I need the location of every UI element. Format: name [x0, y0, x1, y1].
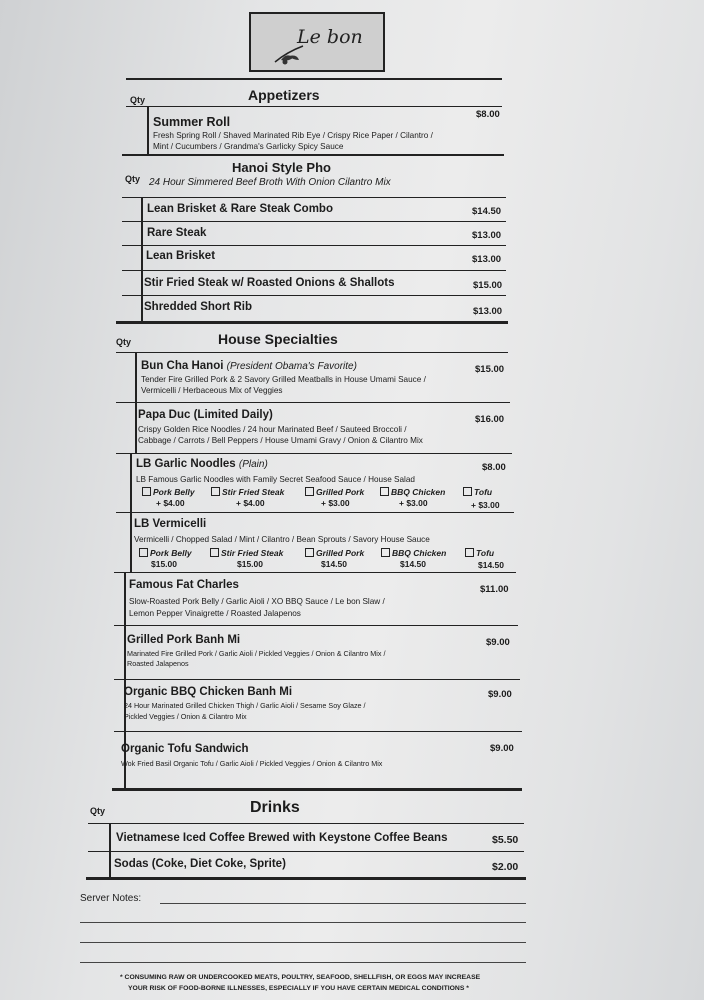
- item-description: LB Famous Garlic Noodles with Family Secret Seafood Sauce / House Salad: [136, 475, 415, 484]
- notes-line[interactable]: [80, 922, 526, 923]
- checkbox-icon[interactable]: [305, 548, 314, 557]
- item-description: Fresh Spring Roll / Shaved Marinated Rib Eye / Crispy Rice Paper / Cilantro /: [153, 131, 433, 140]
- qty-label: Qty: [130, 95, 146, 105]
- item-name: Famous Fat Charles: [129, 579, 239, 591]
- disclaimer-line: * CONSUMING RAW OR UNDERCOOKED MEATS, POULTRY, SEAFOOD, SHELLFISH, OR EGGS MAY INCREASE: [120, 974, 481, 981]
- divider: [114, 625, 518, 626]
- option-price: + $3.00: [471, 500, 500, 510]
- item-name: Bun Cha Hanoi (President Obama's Favorite): [141, 360, 357, 372]
- item-price: $9.00: [486, 637, 510, 648]
- item-description: 24 Hour Marinated Grilled Chicken Thigh / Garlic Aioli / Sesame Soy Glaze /: [124, 701, 366, 710]
- item-description: Pickled Veggies / Onion & Cilantro Mix: [124, 712, 247, 721]
- option-price: + $3.00: [321, 498, 350, 508]
- item-price: $16.00: [475, 414, 505, 425]
- item-description: Lemon Pepper Vinaigrette / Roasted Jalapenos: [129, 609, 301, 618]
- item-name: Organic BBQ Chicken Banh Mi: [124, 686, 293, 698]
- qty-label: Qty: [90, 806, 106, 816]
- option-price: $14.50: [400, 559, 426, 569]
- qty-label: Qty: [116, 337, 132, 347]
- option-label: Grilled Pork: [316, 487, 365, 497]
- item-description: Vermicelli / Chopped Salad / Mint / Cilantro / Bean Sprouts / Savory House Sauce: [134, 535, 430, 544]
- item-name: Papa Duc (Limited Daily): [138, 409, 273, 421]
- divider: [88, 851, 524, 852]
- item-price: $8.00: [476, 109, 500, 120]
- option-label: Stir Fried Steak: [222, 487, 285, 497]
- checkbox-icon[interactable]: [381, 548, 390, 557]
- divider: [122, 221, 506, 222]
- qty-column-line: [109, 823, 111, 877]
- flower-icon: [273, 42, 309, 66]
- divider: [114, 731, 522, 732]
- divider: [122, 197, 506, 198]
- item-note: (Plain): [238, 459, 268, 470]
- item-name: LB Garlic Noodles (Plain): [136, 458, 268, 470]
- divider: [116, 453, 512, 454]
- section-title-drinks: Drinks: [250, 799, 300, 816]
- item-price: $5.50: [492, 834, 519, 846]
- item-name: Vietnamese Iced Coffee Brewed with Keystone Coffee Beans: [116, 832, 448, 844]
- qty-column-line: [130, 453, 132, 573]
- logo-text: Le bon: [297, 26, 363, 48]
- item-description: Tender Fire Grilled Pork & 2 Savory Grilled Meatballs in House Umami Sauce /: [141, 375, 426, 384]
- option-label: BBQ Chicken: [391, 487, 446, 497]
- section-title-pho: Hanoi Style Pho: [232, 160, 331, 175]
- item-name: Stir Fried Steak w/ Roasted Onions & Shallots: [144, 277, 395, 289]
- checkbox-icon[interactable]: [210, 548, 219, 557]
- option-price: $14.50: [321, 559, 347, 569]
- qty-column-line: [141, 197, 143, 323]
- divider: [126, 106, 502, 107]
- logo: [249, 12, 385, 72]
- divider: [114, 679, 520, 680]
- item-price: $9.00: [488, 689, 512, 700]
- divider: [116, 512, 514, 513]
- divider: [88, 823, 524, 824]
- item-price: $11.00: [480, 584, 509, 595]
- item-name: LB Vermicelli: [134, 518, 207, 530]
- option-price: + $3.00: [399, 498, 428, 508]
- notes-line[interactable]: [80, 962, 526, 963]
- item-price: $13.00: [472, 230, 502, 241]
- item-name: Sodas (Coke, Diet Coke, Sprite): [114, 858, 286, 870]
- option-price: $15.00: [151, 559, 177, 569]
- divider: [122, 154, 504, 156]
- item-name: Lean Brisket: [146, 250, 216, 262]
- option-label: Grilled Pork: [316, 548, 365, 558]
- item-description: Crispy Golden Rice Noodles / 24 hour Marinated Beef / Sauteed Broccoli /: [138, 425, 407, 434]
- disclaimer-line: YOUR RISK OF FOOD-BORNE ILLNESSES, ESPECIALLY IF YOU HAVE CERTAIN MEDICAL CONDITIONS *: [128, 985, 469, 992]
- option-label: Tofu: [476, 548, 495, 558]
- item-name: Summer Roll: [153, 115, 231, 129]
- item-description: Wok Fried Basil Organic Tofu / Garlic Aioli / Pickled Veggies / Onion & Cilantro Mix: [121, 759, 383, 768]
- option-label: BBQ Chicken: [392, 548, 447, 558]
- item-price: $13.00: [472, 254, 502, 265]
- option-price: $15.00: [237, 559, 263, 569]
- checkbox-icon[interactable]: [211, 487, 220, 496]
- qty-column-line: [124, 572, 126, 789]
- item-description: Roasted Jalapenos: [127, 659, 189, 668]
- item-price: $15.00: [473, 280, 503, 291]
- item-price: $9.00: [490, 743, 514, 754]
- item-price: $8.00: [482, 462, 506, 473]
- item-price: $2.00: [492, 861, 519, 873]
- item-description: Cabbage / Carrots / Bell Peppers / House Umami Gravy / Onion & Cilantro Mix: [138, 436, 423, 445]
- option-price: $14.50: [478, 560, 504, 570]
- checkbox-icon[interactable]: [465, 548, 474, 557]
- item-price: $14.50: [472, 206, 502, 217]
- item-name: Lean Brisket & Rare Steak Combo: [147, 203, 333, 215]
- divider: [86, 877, 526, 880]
- item-name: Organic Tofu Sandwich: [121, 743, 249, 755]
- option-price: + $4.00: [156, 498, 185, 508]
- item-price: $13.00: [473, 306, 503, 317]
- item-note: (President Obama's Favorite): [226, 361, 357, 372]
- checkbox-icon[interactable]: [139, 548, 148, 557]
- item-description: Mint / Cucumbers / Grandma's Garlicky Spicy Sauce: [153, 142, 344, 151]
- divider: [122, 295, 506, 296]
- option-price: + $4.00: [236, 498, 265, 508]
- item-name: Rare Steak: [147, 227, 207, 239]
- qty-column-line: [147, 106, 149, 154]
- divider: [122, 270, 506, 271]
- section-title-appetizers: Appetizers: [248, 87, 320, 103]
- option-label: Pork Belly: [153, 487, 195, 497]
- divider: [122, 245, 506, 246]
- option-label: Pork Belly: [150, 548, 192, 558]
- divider: [116, 352, 508, 353]
- notes-line[interactable]: [80, 942, 526, 943]
- section-subtitle: 24 Hour Simmered Beef Broth With Onion Cilantro Mix: [149, 177, 391, 188]
- checkbox-icon[interactable]: [380, 487, 389, 496]
- option-label: Stir Fried Steak: [221, 548, 284, 558]
- option-label: Tofu: [474, 487, 493, 497]
- qty-label: Qty: [125, 174, 141, 184]
- divider: [116, 402, 510, 403]
- item-description: Marinated Fire Grilled Pork / Garlic Aioli / Pickled Veggies / Onion & Cilantro Mix /: [127, 649, 386, 658]
- divider: [112, 788, 522, 791]
- item-name: Shredded Short Rib: [144, 301, 252, 313]
- divider: [114, 572, 516, 573]
- divider: [126, 78, 502, 80]
- item-price: $15.00: [475, 364, 505, 375]
- checkbox-icon[interactable]: [142, 487, 151, 496]
- section-title-house-specialties: House Specialties: [218, 331, 338, 347]
- divider: [116, 321, 508, 324]
- server-notes-label: Server Notes:: [80, 893, 142, 904]
- item-description: Vermicelli / Herbaceous Mix of Veggies: [141, 386, 283, 395]
- notes-line[interactable]: [160, 903, 526, 904]
- checkbox-icon[interactable]: [305, 487, 314, 496]
- item-description: Slow-Roasted Pork Belly / Garlic Aioli / XO BBQ Sauce / Le bon Slaw /: [129, 597, 385, 606]
- item-name: Grilled Pork Banh Mi: [127, 634, 241, 646]
- checkbox-icon[interactable]: [463, 487, 472, 496]
